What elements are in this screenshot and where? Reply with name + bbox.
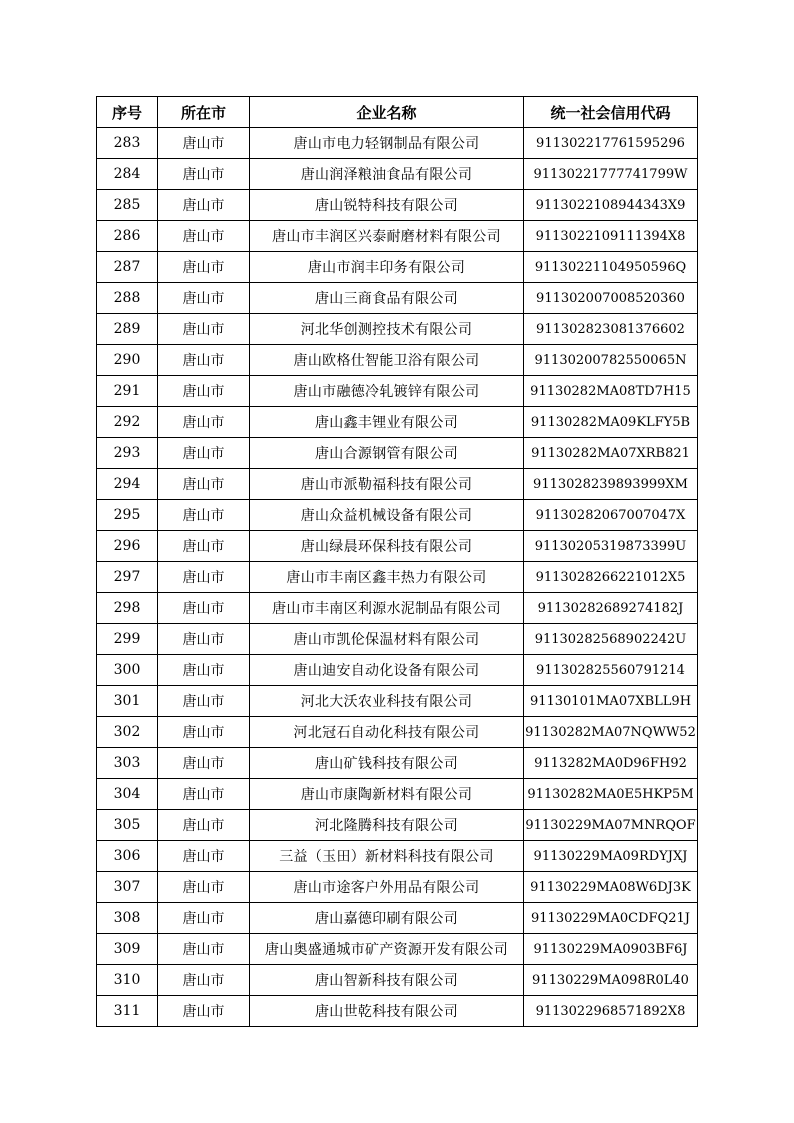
cell-company-name: 唐山市丰润区兴泰耐磨材料有限公司 [250, 221, 524, 252]
cell-credit-code: 91130229MA0CDFQ21J [524, 903, 698, 934]
cell-company-name: 唐山市电力轻钢制品有限公司 [250, 128, 524, 159]
cell-credit-code: 91130282MA09KLFY5B [524, 407, 698, 438]
cell-credit-code: 911302825560791214 [524, 655, 698, 686]
cell-credit-code: 91130229MA09RDYJXJ [524, 841, 698, 872]
cell-serial: 296 [97, 531, 158, 562]
cell-serial: 307 [97, 872, 158, 903]
cell-company-name: 河北华创测控技术有限公司 [250, 314, 524, 345]
table-row [97, 717, 698, 748]
cell-serial: 288 [97, 283, 158, 314]
header-credit-code: 统一社会信用代码 [524, 97, 698, 128]
cell-city: 唐山市 [158, 469, 250, 500]
cell-credit-code: 911302007008520360 [524, 283, 698, 314]
cell-credit-code: 9113022108944343X9 [524, 190, 698, 221]
table-row [97, 283, 698, 314]
cell-company-name: 唐山市凯伦保温材料有限公司 [250, 624, 524, 655]
cell-city: 唐山市 [158, 159, 250, 190]
table-row [97, 469, 698, 500]
cell-city: 唐山市 [158, 221, 250, 252]
table-row [97, 593, 698, 624]
cell-company-name: 唐山欧格仕智能卫浴有限公司 [250, 345, 524, 376]
table-row [97, 438, 698, 469]
cell-credit-code: 911302823081376602 [524, 314, 698, 345]
cell-company-name: 唐山市康陶新材料有限公司 [250, 779, 524, 810]
table-row [97, 903, 698, 934]
cell-serial: 303 [97, 748, 158, 779]
cell-city: 唐山市 [158, 593, 250, 624]
cell-company-name: 唐山市丰南区利源水泥制品有限公司 [250, 593, 524, 624]
table-row [97, 748, 698, 779]
cell-company-name: 河北冠石自动化科技有限公司 [250, 717, 524, 748]
cell-company-name: 唐山绿晨环保科技有限公司 [250, 531, 524, 562]
cell-credit-code: 91130229MA098R0L40 [524, 965, 698, 996]
cell-credit-code: 91130282568902242U [524, 624, 698, 655]
table-row [97, 562, 698, 593]
table-row [97, 872, 698, 903]
cell-credit-code: 911302217761595296 [524, 128, 698, 159]
cell-company-name: 唐山润泽粮油食品有限公司 [250, 159, 524, 190]
cell-city: 唐山市 [158, 903, 250, 934]
cell-company-name: 唐山市丰南区鑫丰热力有限公司 [250, 562, 524, 593]
cell-city: 唐山市 [158, 624, 250, 655]
cell-city: 唐山市 [158, 810, 250, 841]
cell-city: 唐山市 [158, 314, 250, 345]
cell-serial: 311 [97, 996, 158, 1027]
cell-city: 唐山市 [158, 345, 250, 376]
cell-credit-code: 91130229MA08W6DJ3K [524, 872, 698, 903]
cell-city: 唐山市 [158, 376, 250, 407]
cell-serial: 290 [97, 345, 158, 376]
cell-serial: 287 [97, 252, 158, 283]
cell-company-name: 唐山奥盛通城市矿产资源开发有限公司 [250, 934, 524, 965]
enterprise-table [96, 96, 698, 1027]
cell-company-name: 唐山市润丰印务有限公司 [250, 252, 524, 283]
cell-city: 唐山市 [158, 438, 250, 469]
cell-serial: 302 [97, 717, 158, 748]
cell-city: 唐山市 [158, 965, 250, 996]
table-row [97, 221, 698, 252]
cell-serial: 295 [97, 500, 158, 531]
cell-company-name: 唐山市派勒福科技有限公司 [250, 469, 524, 500]
cell-serial: 293 [97, 438, 158, 469]
cell-company-name: 唐山嘉德印刷有限公司 [250, 903, 524, 934]
table-row [97, 314, 698, 345]
cell-city: 唐山市 [158, 190, 250, 221]
cell-credit-code: 91130282MA0E5HKP5M [524, 779, 698, 810]
table-row [97, 965, 698, 996]
cell-serial: 305 [97, 810, 158, 841]
cell-serial: 310 [97, 965, 158, 996]
cell-company-name: 唐山智新科技有限公司 [250, 965, 524, 996]
cell-company-name: 河北大沃农业科技有限公司 [250, 686, 524, 717]
cell-serial: 298 [97, 593, 158, 624]
table-row [97, 376, 698, 407]
table-row [97, 686, 698, 717]
cell-serial: 304 [97, 779, 158, 810]
table-row [97, 779, 698, 810]
cell-city: 唐山市 [158, 562, 250, 593]
cell-serial: 285 [97, 190, 158, 221]
cell-city: 唐山市 [158, 872, 250, 903]
cell-credit-code: 91130282689274182J [524, 593, 698, 624]
cell-serial: 291 [97, 376, 158, 407]
cell-credit-code: 91130221777741799W [524, 159, 698, 190]
table-row [97, 500, 698, 531]
cell-serial: 309 [97, 934, 158, 965]
cell-credit-code: 91130282MA08TD7H15 [524, 376, 698, 407]
cell-city: 唐山市 [158, 283, 250, 314]
cell-city: 唐山市 [158, 717, 250, 748]
cell-credit-code: 91130282MA07XRB821 [524, 438, 698, 469]
cell-city: 唐山市 [158, 655, 250, 686]
cell-serial: 299 [97, 624, 158, 655]
cell-company-name: 唐山市途客户外用品有限公司 [250, 872, 524, 903]
cell-credit-code: 9113282MA0D96FH92 [524, 748, 698, 779]
cell-company-name: 唐山市融德冷轧镀锌有限公司 [250, 376, 524, 407]
cell-credit-code: 91130221104950596Q [524, 252, 698, 283]
cell-credit-code: 9113028266221012X5 [524, 562, 698, 593]
cell-credit-code: 91130282MA07NQWW52 [524, 717, 698, 748]
table-row [97, 841, 698, 872]
table-row [97, 996, 698, 1027]
table-row [97, 934, 698, 965]
cell-serial: 286 [97, 221, 158, 252]
cell-credit-code: 91130101MA07XBLL9H [524, 686, 698, 717]
cell-credit-code: 9113022109111394X8 [524, 221, 698, 252]
cell-city: 唐山市 [158, 779, 250, 810]
table-row [97, 128, 698, 159]
table-header-row [97, 97, 698, 128]
cell-credit-code: 91130282067007047X [524, 500, 698, 531]
table-row [97, 159, 698, 190]
cell-company-name: 唐山三商食品有限公司 [250, 283, 524, 314]
cell-serial: 308 [97, 903, 158, 934]
table-row [97, 252, 698, 283]
table-row [97, 624, 698, 655]
cell-serial: 297 [97, 562, 158, 593]
cell-credit-code: 91130229MA0903BF6J [524, 934, 698, 965]
cell-city: 唐山市 [158, 500, 250, 531]
cell-company-name: 三益（玉田）新材料科技有限公司 [250, 841, 524, 872]
cell-city: 唐山市 [158, 252, 250, 283]
table-row [97, 407, 698, 438]
header-city: 所在市 [158, 97, 250, 128]
table-row [97, 190, 698, 221]
cell-city: 唐山市 [158, 748, 250, 779]
cell-credit-code: 91130229MA07MNRQOF [524, 810, 698, 841]
cell-serial: 300 [97, 655, 158, 686]
cell-credit-code: 91130200782550065N [524, 345, 698, 376]
header-company-name: 企业名称 [250, 97, 524, 128]
table-row [97, 345, 698, 376]
cell-company-name: 唐山合源钢管有限公司 [250, 438, 524, 469]
cell-serial: 294 [97, 469, 158, 500]
cell-serial: 292 [97, 407, 158, 438]
cell-company-name: 唐山迪安自动化设备有限公司 [250, 655, 524, 686]
table-row [97, 655, 698, 686]
cell-company-name: 唐山矿钱科技有限公司 [250, 748, 524, 779]
cell-credit-code: 91130205319873399U [524, 531, 698, 562]
cell-serial: 301 [97, 686, 158, 717]
cell-city: 唐山市 [158, 996, 250, 1027]
cell-city: 唐山市 [158, 934, 250, 965]
cell-city: 唐山市 [158, 531, 250, 562]
table-body [97, 128, 698, 1027]
cell-serial: 283 [97, 128, 158, 159]
cell-serial: 284 [97, 159, 158, 190]
cell-credit-code: 9113022968571892X8 [524, 996, 698, 1027]
cell-company-name: 唐山鑫丰锂业有限公司 [250, 407, 524, 438]
table-row [97, 531, 698, 562]
cell-company-name: 唐山众益机械设备有限公司 [250, 500, 524, 531]
cell-city: 唐山市 [158, 407, 250, 438]
cell-company-name: 唐山世乾科技有限公司 [250, 996, 524, 1027]
cell-credit-code: 9113028239893999XM [524, 469, 698, 500]
header-serial: 序号 [97, 97, 158, 128]
cell-city: 唐山市 [158, 686, 250, 717]
table-row [97, 810, 698, 841]
cell-city: 唐山市 [158, 841, 250, 872]
cell-city: 唐山市 [158, 128, 250, 159]
cell-company-name: 河北隆腾科技有限公司 [250, 810, 524, 841]
cell-company-name: 唐山锐特科技有限公司 [250, 190, 524, 221]
cell-serial: 306 [97, 841, 158, 872]
cell-serial: 289 [97, 314, 158, 345]
